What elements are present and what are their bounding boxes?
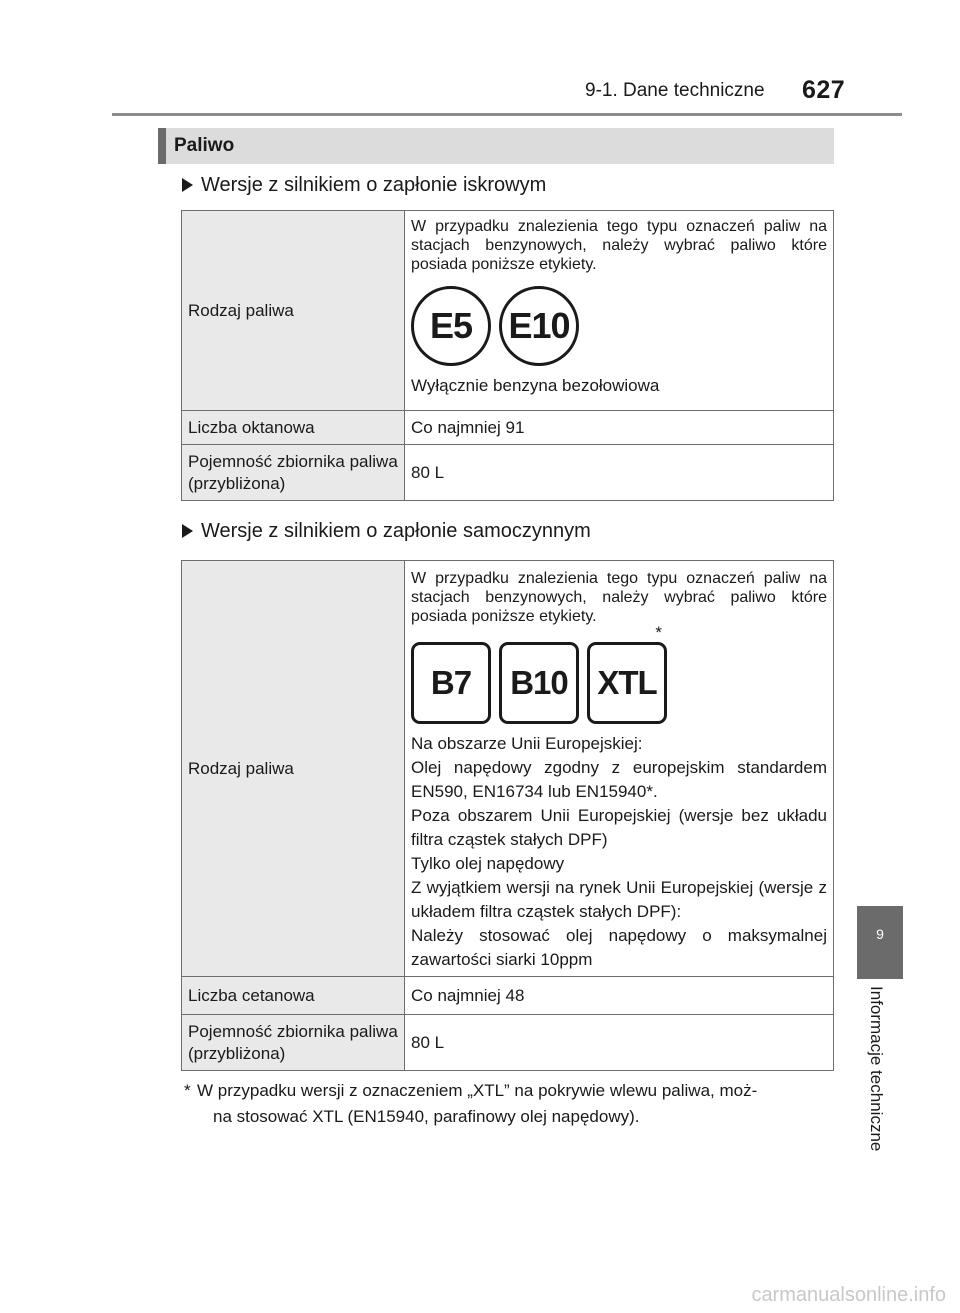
table-row <box>182 211 834 411</box>
cetane-value: Co najmniej 48 <box>405 977 834 1015</box>
diesel-notes <box>411 732 827 972</box>
fuel-type-value <box>405 211 834 411</box>
section-bar <box>158 128 834 164</box>
chapter-side-label <box>864 986 888 1176</box>
table-row <box>182 1015 834 1071</box>
tank-label: Pojemność zbiornika paliwa (przybliżona) <box>182 445 405 501</box>
note-diesel-only: Tylko olej napędowy <box>411 854 565 873</box>
b7-label-icon: B7 <box>411 642 491 724</box>
fuel-label-icons <box>411 286 827 366</box>
petrol-heading <box>182 174 546 197</box>
note-non-eu: Poza obszarem Unii Europejskiej (wersje bez układu filtra cząstek stałych DPF) <box>411 806 827 849</box>
diesel-heading-text: Wersje z silnikiem o zapłonie samoczynnym <box>201 520 591 542</box>
fuel-note: Wyłącznie benzyna bezołowiowa <box>411 376 660 395</box>
b10-label-icon: B10 <box>499 642 579 724</box>
asterisk-marker: * <box>655 623 662 642</box>
footnote-marker: * <box>184 1081 191 1100</box>
diesel-spec-table <box>181 560 834 1071</box>
fuel-type-value <box>405 561 834 977</box>
fuel-intro: W przypadku znalezienia tego typu oznaczeń paliw na stacjach benzynowych, należy wybrać paliwo które posiada poniższe etykiety. <box>411 570 827 625</box>
fuel-type-label: Rodzaj paliwa <box>182 561 405 977</box>
fuel-intro: W przypadku znalezienia tego typu oznaczeń paliw na stacjach benzynowych, należy wybrać paliwo które posiada poniższe etykiety. <box>411 218 827 273</box>
section-title: Paliwo <box>174 135 235 156</box>
cetane-label: Liczba cetanowa <box>182 977 405 1015</box>
page-number: 627 <box>802 76 846 104</box>
arrow-right-icon <box>182 178 193 192</box>
petrol-heading-text: Wersje z silnikiem o zapłonie iskrowym <box>201 174 547 196</box>
watermark: carmanualsonline.info <box>751 1284 946 1306</box>
note-sulfur: Należy stosować olej napędowy o maksymalnej zawartości siarki 10ppm <box>411 926 827 969</box>
tank-value: 80 L <box>405 445 834 501</box>
table-row <box>182 445 834 501</box>
octane-label: Liczba oktanowa <box>182 411 405 445</box>
footnote-line-2: na stosować XTL (EN15940, parafinowy olej napędowy). <box>213 1107 640 1126</box>
xtl-label-icon: XTL <box>587 642 667 724</box>
footnote-line-1: W przypadku wersji z oznaczeniem „XTL” na pokrywie wlewu paliwa, moż- <box>197 1081 758 1100</box>
header-title: 9-1. Dane techniczne <box>585 80 765 101</box>
note-eu-standard: Olej napędowy zgodny z europejskim standardem EN590, EN16734 lub EN15940*. <box>411 758 827 801</box>
diesel-heading <box>182 520 591 543</box>
header-divider <box>112 113 902 116</box>
table-row <box>182 561 834 977</box>
fuel-type-label: Rodzaj paliwa <box>182 211 405 411</box>
chapter-number: 9 <box>876 926 884 942</box>
table-row <box>182 977 834 1015</box>
fuel-label-icons <box>411 642 827 724</box>
footnote <box>184 1078 834 1130</box>
arrow-right-icon <box>182 524 193 538</box>
section-accent <box>158 128 166 164</box>
table-row <box>182 411 834 445</box>
note-eu: Na obszarze Unii Europejskiej: <box>411 734 643 753</box>
note-except-eu: Z wyjątkiem wersji na rynek Unii Europejskiej (wersje z układem filtra cząstek stałych DPF): <box>411 878 827 921</box>
chapter-tab <box>857 906 903 979</box>
petrol-spec-table <box>181 210 834 501</box>
octane-value: Co najmniej 91 <box>405 411 834 445</box>
e10-label-icon: E10 <box>499 286 579 366</box>
e5-label-icon: E5 <box>411 286 491 366</box>
chapter-title: Informacje techniczne <box>867 986 886 1152</box>
tank-value: 80 L <box>405 1015 834 1071</box>
tank-label: Pojemność zbiornika paliwa (przybliżona) <box>182 1015 405 1071</box>
